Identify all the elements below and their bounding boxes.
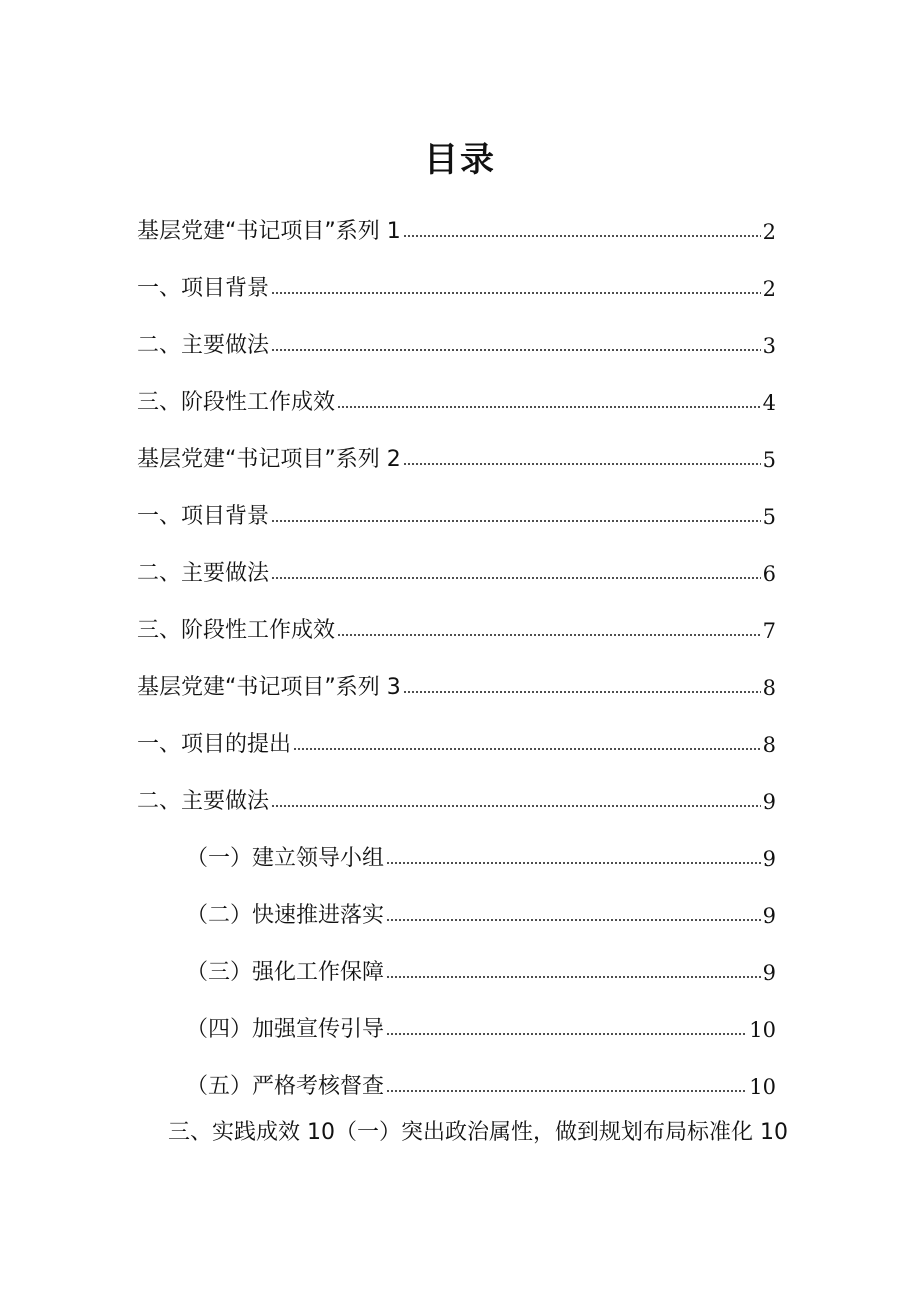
toc-entry-page-number: 5 <box>762 505 776 529</box>
toc-entry[interactable] <box>186 948 776 988</box>
toc-entry-page-number: 3 <box>762 334 776 358</box>
dot-leader <box>271 346 761 354</box>
toc-entry-page-number: 10 <box>749 1018 776 1042</box>
dot-leader <box>403 460 761 468</box>
toc-entry[interactable] <box>137 378 776 418</box>
dot-leader <box>271 517 761 525</box>
toc-entry-label: （二）快速推进落实 <box>186 903 385 928</box>
toc-entry-label: 三、阶段性工作成效 <box>137 390 336 415</box>
toc-entry[interactable] <box>137 663 776 703</box>
toc-entry-page-number: 10 <box>749 1075 776 1099</box>
toc-entry-page-number: 2 <box>762 220 776 244</box>
dot-leader <box>403 688 761 696</box>
toc-entry-run-on: 三、实践成效 10（一）突出政治属性，做到规划布局标准化 10 <box>168 1120 788 1145</box>
toc-entry-label: 基层党建“书记项目”系列 1 <box>137 219 401 244</box>
toc-entry-page-number: 8 <box>762 676 776 700</box>
toc-entry[interactable] <box>137 321 776 361</box>
toc-entry-label: （五）严格考核督查 <box>186 1074 385 1099</box>
toc-entry-page-number: 6 <box>762 562 776 586</box>
toc-entry[interactable] <box>137 777 776 817</box>
toc-entry-label: 二、主要做法 <box>137 333 270 358</box>
toc-entry[interactable] <box>186 891 776 931</box>
dot-leader <box>271 289 761 297</box>
dot-leader <box>386 916 761 924</box>
dot-leader <box>293 745 761 753</box>
toc-entry-label: 二、主要做法 <box>137 789 270 814</box>
toc-entry-page-number: 2 <box>762 277 776 301</box>
dot-leader <box>403 232 761 240</box>
toc-entry-label: （一）建立领导小组 <box>186 846 385 871</box>
toc-entry[interactable] <box>137 492 776 532</box>
toc-entry-label: （四）加强宣传引导 <box>186 1017 385 1042</box>
dot-leader <box>337 631 761 639</box>
toc-entry[interactable] <box>137 264 776 304</box>
dot-leader <box>337 403 761 411</box>
toc-entry[interactable] <box>137 549 776 589</box>
toc-entry-page-number: 9 <box>762 904 776 928</box>
toc-entry-page-number: 9 <box>762 790 776 814</box>
toc-entry[interactable] <box>186 834 776 874</box>
toc-entry[interactable] <box>137 435 776 475</box>
dot-leader <box>386 1030 747 1038</box>
toc-entry-page-number: 5 <box>762 448 776 472</box>
toc-entry[interactable] <box>137 207 776 247</box>
toc-entry-label: 三、阶段性工作成效 <box>137 618 336 643</box>
toc-entry-label: 一、项目背景 <box>137 276 270 301</box>
toc-entry-label: 基层党建“书记项目”系列 2 <box>137 447 401 472</box>
toc-entry-page-number: 9 <box>762 847 776 871</box>
dot-leader <box>386 859 761 867</box>
toc-entry-label: 一、项目的提出 <box>137 732 292 757</box>
dot-leader <box>386 1087 747 1095</box>
toc-entry-page-number: 8 <box>762 733 776 757</box>
toc-entry-page-number: 9 <box>762 961 776 985</box>
dot-leader <box>271 574 761 582</box>
toc-entry-label: 基层党建“书记项目”系列 3 <box>137 675 401 700</box>
toc-entry[interactable] <box>186 1062 776 1102</box>
dot-leader <box>386 973 761 981</box>
toc-entry[interactable] <box>137 720 776 760</box>
toc-entry-label: （三）强化工作保障 <box>186 960 385 985</box>
dot-leader <box>271 802 761 810</box>
toc-entry-label: 二、主要做法 <box>137 561 270 586</box>
toc-entry-label: 一、项目背景 <box>137 504 270 529</box>
toc-entry-page-number: 4 <box>762 391 776 415</box>
toc-entry[interactable] <box>186 1005 776 1045</box>
toc-entry[interactable] <box>137 606 776 646</box>
toc-title: 目录 <box>424 140 496 180</box>
toc-entry-page-number: 7 <box>762 619 776 643</box>
